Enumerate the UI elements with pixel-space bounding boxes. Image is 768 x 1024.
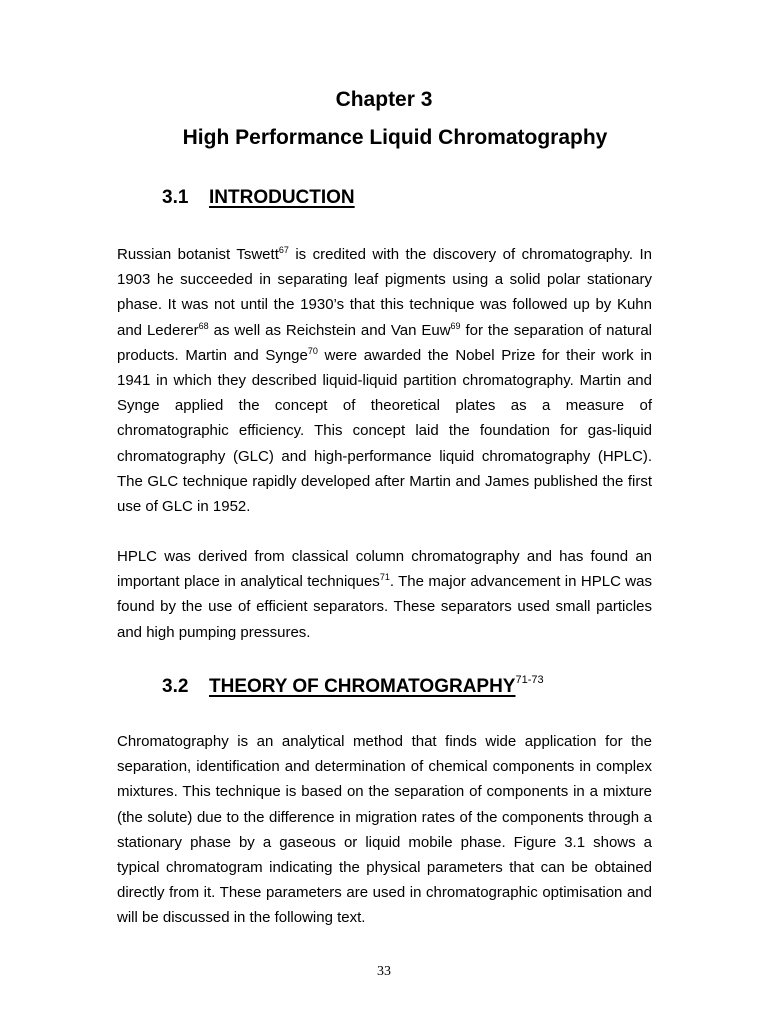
citation-superscript: 71: [379, 572, 390, 583]
section-title: THEORY OF CHROMATOGRAPHY: [209, 676, 516, 697]
introduction-paragraph-2: [117, 544, 652, 645]
paragraph-text: were awarded the Nobel Prize for their work in 1941 in which they described liquid-liquid partition chromatography. Martin and Synge applied the concept of theoretical plates as a measure of chromatographic efficiency. This concept laid the foundation for gas-liquid chromatography (GLC) and high-performance liquid chromatography (HPLC). The GLC technique rapidly developed after Martin and James published the first use of GLC in 1952.: [117, 346, 652, 516]
chapter-number: Chapter 3: [335, 88, 433, 111]
page-number: 33: [377, 964, 391, 979]
paragraph-text: Chromatography is an analytical method that finds wide application for the separation, identification and determination of chemical components in complex mixtures. This technique is based on the separation of components in a mixture (the solute) due to the difference in migration rates of the components through a stationary phase by a gaseous or liquid mobile phase. Figure 3.1 shows a typical chromatogram indicating the physical parameters that can be obtained directly from it. These parameters are used in chromatographic optimisation and will be discussed in the following text.: [117, 733, 652, 927]
paragraph-text: for the separation of natural products. Martin and Synge: [117, 321, 652, 364]
paragraph-text: Russian botanist Tswett: [117, 246, 279, 263]
paragraph-text: is credited with the discovery of chromatography. In 1903 he succeeded in separating leaf pigments using a solid polar stationary phase. It was not until the 1930’s that this technique was followed up by Kuhn and Lederer: [117, 246, 652, 339]
citation-superscript: 68: [198, 320, 209, 331]
citation-superscript: 67: [278, 245, 289, 255]
paragraph-text: . The major advancement in HPLC was found by the use of efficient separators. These separators used small particles and high pumping pressures.: [117, 573, 652, 641]
paragraph-text: as well as Reichstein and Van Euw: [208, 321, 451, 339]
introduction-paragraph-1: [117, 242, 652, 519]
section-heading-introduction: [162, 187, 355, 209]
section-title: INTRODUCTION: [209, 187, 355, 208]
chapter-title: High Performance Liquid Chromatography: [182, 126, 608, 149]
theory-paragraph-1: [117, 729, 652, 931]
section-citation: 71-73: [515, 674, 544, 686]
section-heading-theory: [162, 674, 544, 698]
citation-superscript: 70: [307, 345, 318, 356]
section-number: 3.1: [162, 187, 189, 208]
paragraph-text: HPLC was derived from classical column chromatography and has found an important place in analytical techniques: [117, 548, 652, 591]
section-number: 3.2: [162, 676, 189, 697]
citation-superscript: 69: [450, 320, 461, 331]
